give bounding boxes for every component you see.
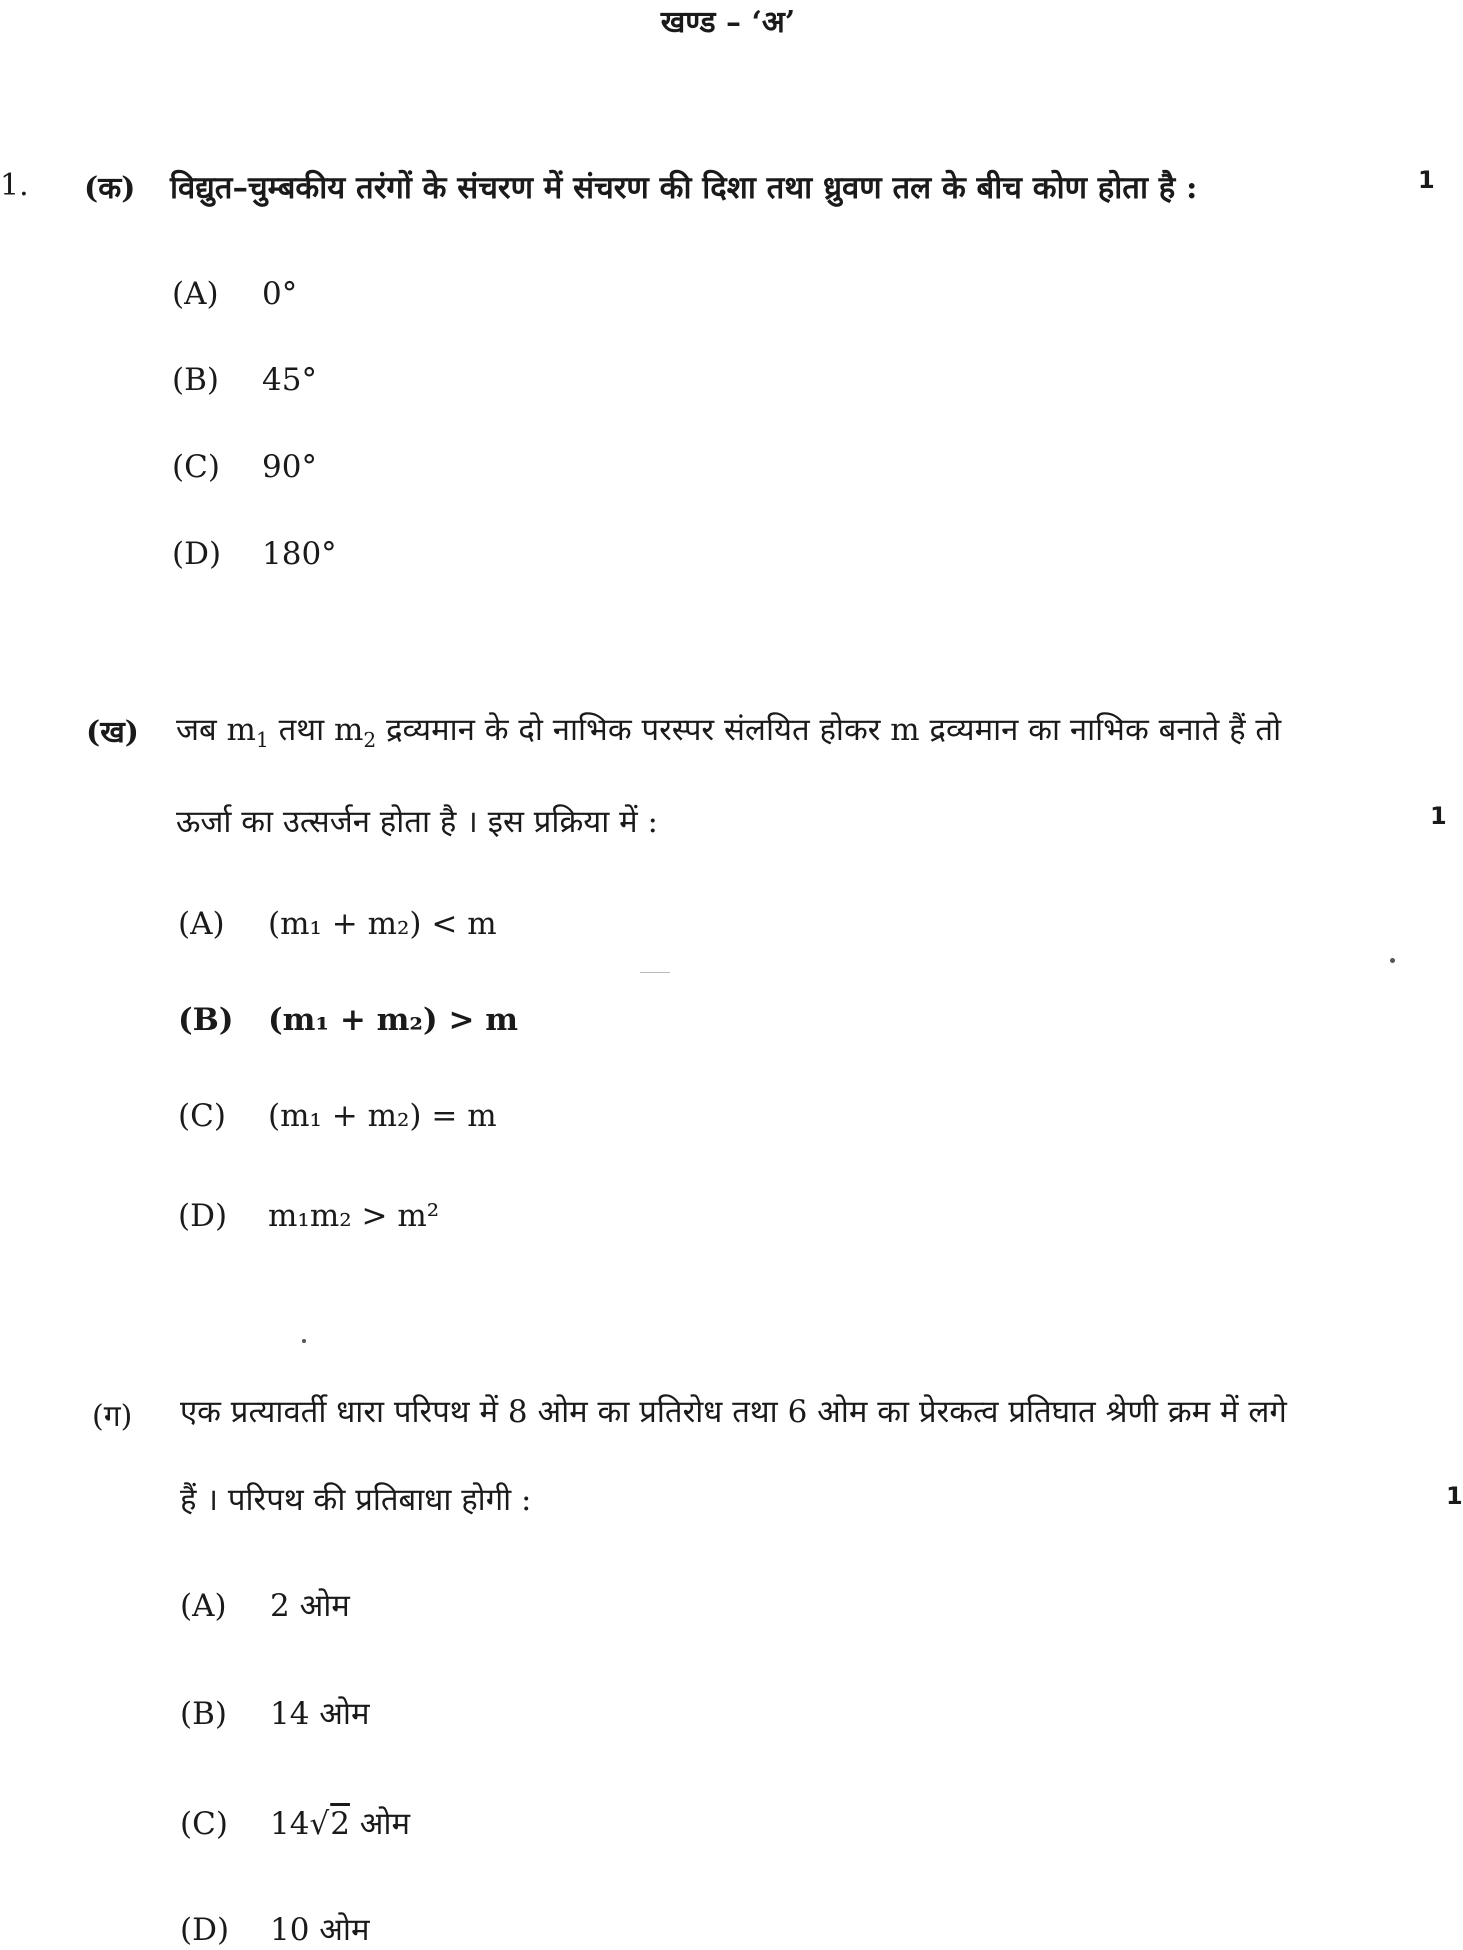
option-text: (m₁ + m₂) > m: [268, 1002, 519, 1038]
option-text: 10 ओम: [270, 1912, 370, 1948]
part-kha-stem-line2: ऊर्जा का उत्सर्जन होता है । इस प्रक्रिया में :: [176, 804, 658, 840]
part-kha-option-c: [178, 1098, 497, 1134]
part-ga-option-c: [180, 1802, 410, 1844]
part-label-ka: (क): [84, 171, 136, 206]
part-ga-marks: 1: [1446, 1482, 1463, 1510]
option-label: (C): [178, 1098, 226, 1134]
option-text: (m₁ + m₂) = m: [268, 1098, 497, 1134]
option-label: (C): [172, 449, 220, 485]
option-text: 180°: [262, 536, 337, 572]
part-ga-option-a: [180, 1584, 350, 1626]
part-ka-stem: विद्युत–चुम्बकीय तरंगों के संचरण में संचरण की दिशा तथा ध्रुवण तल के बीच कोण होता है :: [170, 170, 1198, 206]
part-ka-marks: 1: [1418, 166, 1435, 194]
part-ka-option-d: [172, 536, 337, 572]
option-text: 90°: [262, 449, 317, 485]
part-label-ga: (ग): [92, 1399, 133, 1434]
scan-speck: [1390, 958, 1395, 963]
subscript: 1: [255, 728, 269, 753]
option-label: (B): [180, 1696, 227, 1732]
part-kha-option-d: [178, 1198, 439, 1234]
section-title: खण्ड – ‘अ’: [660, 5, 796, 40]
option-text: (m₁ + m₂) < m: [268, 906, 497, 942]
option-label: (D): [178, 1198, 228, 1234]
option-text: 45°: [262, 362, 317, 398]
option-text: m₁m₂ > m²: [268, 1198, 440, 1234]
part-kha-marks: 1: [1430, 802, 1447, 830]
part-ga-option-d: [180, 1908, 370, 1950]
option-text: 2 ओम: [270, 1588, 350, 1624]
square-root: √2: [309, 1806, 350, 1842]
option-label: (D): [180, 1912, 230, 1948]
part-ga-stem-line1: एक प्रत्यावर्ती धारा परिपथ में 8 ओम का प्रतिरोध तथा 6 ओम का प्रेरकत्व प्रतिघात श्रेणी क्रम में लगे: [180, 1394, 1287, 1430]
option-label: (B): [172, 362, 219, 398]
stem-text: द्रव्यमान के दो नाभिक परस्पर संलयित होकर m द्रव्यमान का नाभिक बनाते हैं तो: [376, 712, 1282, 748]
part-ka-option-b: [172, 362, 317, 398]
scan-speck: [640, 972, 670, 973]
option-label: (B): [178, 1002, 234, 1038]
part-label-kha: (ख): [86, 715, 139, 750]
part-kha-stem-line1: [176, 708, 1281, 752]
stem-text: तथा m: [268, 712, 364, 748]
option-label: (A): [180, 1588, 227, 1624]
stem-text: जब m: [176, 712, 256, 748]
option-text: 0°: [262, 276, 298, 312]
option-label: (A): [178, 906, 225, 942]
option-label: (C): [180, 1806, 228, 1842]
option-text: 14: [270, 1806, 310, 1842]
subscript: 2: [363, 728, 377, 753]
part-ka-option-c: [172, 449, 317, 485]
option-label: (A): [172, 276, 219, 312]
part-kha-option-b: [178, 1002, 518, 1038]
part-ka-option-a: [172, 276, 297, 312]
option-label: (D): [172, 536, 222, 572]
scan-speck: [302, 1339, 306, 1343]
part-ga-option-b: [180, 1692, 370, 1734]
radicand: 2: [330, 1806, 350, 1842]
part-kha-option-a: [178, 906, 497, 942]
option-text: 14 ओम: [270, 1696, 370, 1732]
question-number: 1.: [0, 168, 29, 203]
option-text: ओम: [349, 1806, 411, 1842]
part-ga-stem-line2: हैं । परिपथ की प्रतिबाधा होगी :: [180, 1482, 532, 1518]
